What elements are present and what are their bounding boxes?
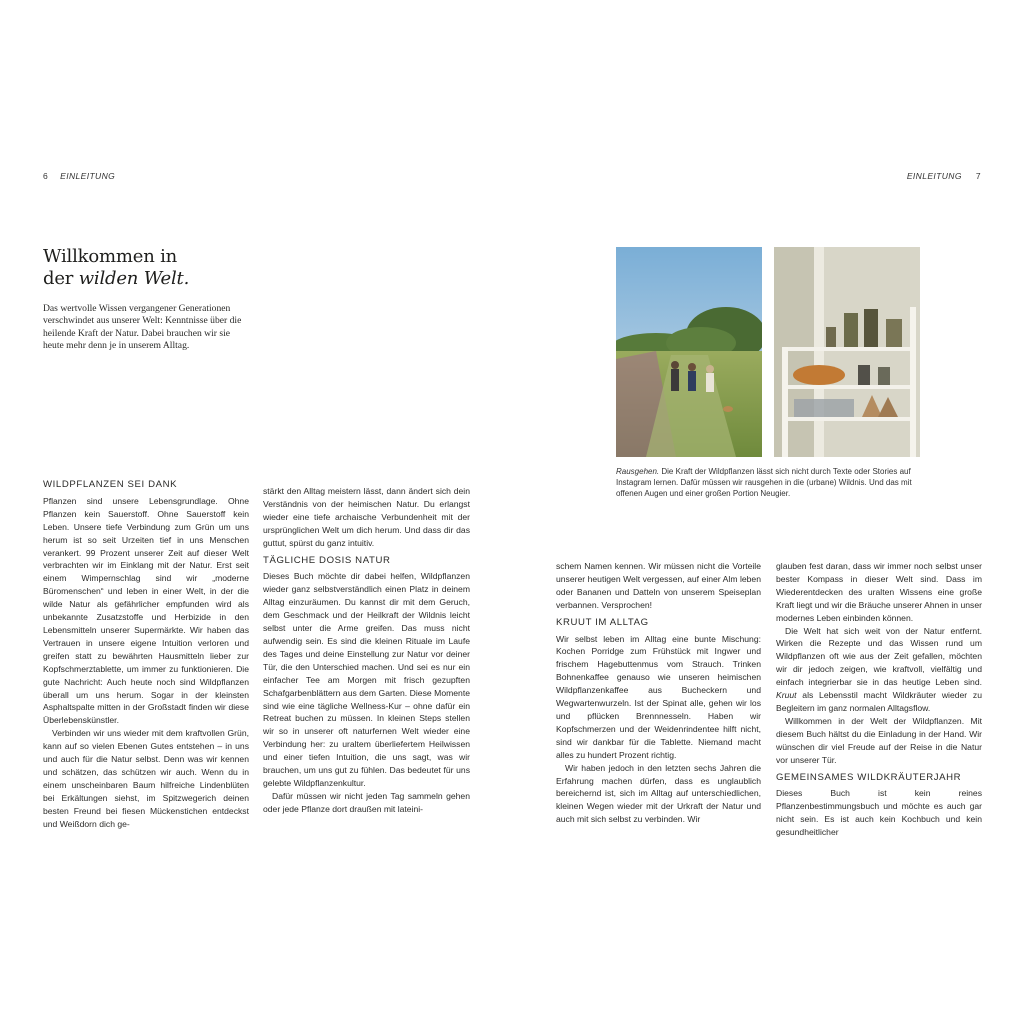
body-paragraph: Wir selbst leben im Alltag eine bunte Mischung: Kochen Porridge zum Frühstück mit Ingwer und frischem Hagebuttenmus vom Strauch. Trinken Bohnenkaffee genauso wie unseren heimischen Wildpflanzenkaffee aus Bucheckern und Wegwartenwurzeln. Ist der Spinat alle, gehen wir los und pflücken Brennnesseln. Haben wir Kopfschmerzen und der Weidenrindentee hilft nicht, sind wir dankbar für die Tablette. Niemand macht alles zu hundert Prozent richtig.	[556, 633, 761, 760]
intro-paragraph: Das wertvolle Wissen vergangener Generationen verschwindet aus unserer Welt: Kenntnisse über die heilende Kraft der Natur. Dabei brauchen wir sie heute mehr denn je in unserem Alltag.	[43, 303, 242, 352]
body-text: Die Welt hat sich weit von der Natur entfernt. Wirken die Rezepte und das Wissen rund um Wildpflanzen oft wie aus der Zeit gefallen, möchten wir dir jedoch zeigen, wie kraftvoll, vielfältig und einfach integrierbar sie in das heutige Leben sind.	[776, 625, 982, 688]
body-paragraph	[776, 625, 982, 715]
section-heading: TÄGLICHE DOSIS NATUR	[263, 554, 391, 566]
section-heading: WILDPFLANZEN SEI DANK	[43, 479, 178, 490]
section-heading: GEMEINSAMES WILDKRÄUTERJAHR	[776, 771, 962, 783]
caption-text: Die Kraft der Wildpflanzen lässt sich nicht durch Texte oder Stories auf Instagram lernen. Dafür müssen wir rausgehen in die (urbane) Wildnis. Und das mit offenen Augen und einer großen Portion Neugier.	[616, 467, 912, 499]
body-paragraph: Willkommen in der Welt der Wildpflanzen. Mit diesem Buch hältst du die Einladung in der Hand. Wir wünschen dir viel Freude auf der Reise in die Natur vor unserer Tür.	[776, 715, 982, 765]
chapter-title-line1: Willkommen in	[43, 246, 178, 267]
photo-pantry-shelf	[774, 247, 920, 457]
body-paragraph: glauben fest daran, dass wir immer noch selbst unser bester Kompass in dieser Welt sind. Dass im Wiederentdecken des uralten Wissens eine große Kraft liegt und wir die Bräuche unserer Ahnen in unser modernes Leben einbinden können.	[776, 561, 982, 623]
body-paragraph: Dieses Buch ist kein reines Pflanzenbestimmungsbuch und möchte es auch gar nicht sein. Es ist auch kein Kochbuch und kein gesundheitlicher	[776, 788, 982, 838]
page-number-left: 6	[43, 171, 49, 181]
caption-lead: Rausgehen.	[616, 467, 660, 476]
body-paragraph: schem Namen kennen. Wir müssen nicht die Vorteile unserer heutigen Welt vergessen, auf einer Alm leben oder Bananen und Datteln von unserem Speiseplan verbannen. Versprochen!	[556, 561, 761, 610]
section-heading: KRUUT IM ALLTAG	[556, 616, 649, 628]
chapter-title-emphasis: wilden Welt.	[78, 268, 190, 289]
body-paragraph: Wir haben jedoch in den letzten sechs Jahren die Erfahrung machen dürfen, dass es unglaublich bereichernd ist, sich im Alltag auf unterschiedlichen, kleinen Wegen wieder mit der Urkraft der Natur und auch mit sich selbst zu verbinden. Wir	[556, 762, 761, 825]
page-number-right: 7	[975, 171, 981, 181]
photo-caption	[616, 466, 926, 500]
body-paragraph: Verbinden wir uns wieder mit dem kraftvollen Grün, kann auf so vielen Ebenen Gutes entstehen – in uns und auch für die Natur selbst. Denn was wir kennen und schätzen, das schützen wir auch. Wenn du in einem unscheinbaren Baum hilfreiche Lindenblüten bei Erkältungen siehst, im Spitzwegerich deinen besten Freund bei fiesen Mückenstichen entdeckst und Weißdorn dich ge-	[43, 728, 249, 829]
text-column-3	[556, 560, 761, 826]
body-paragraph: Pflanzen sind unsere Lebensgrundlage. Ohne Pflanzen kein Sauerstoff. Ohne Sauerstoff kein Leben. Unsere tiefe Verbindung zum Grün um uns herum ist so seit Urzeiten tief in uns Menschen verankert. 99 Prozent unserer Zeit auf dieser Welt verbrachten wir im Einklang mit der Natur. Erst seit einem Wimpernschlag sind wir „moderne Büromenschen“ und leben in einer Welt, in der die wilde Natur als gefährlicher empfunden wird als unbekannte Zusatzstoffe und Herbizide in den Lebensmitteln unserer Supermärkte. Wir haben das Vertrauen in unsere eigene Intuition verloren und greifen statt zu bewährten Hausmitteln lieber zur Kopfschmerztablette, um immer zu funktionieren. Die gute Nachricht: Auch heute noch sind Wildpflanzen überall um uns herum. Sogar in der kleinsten Asphaltspalte mitten in der Großstadt finden wir diese Überlebenskünstler.	[43, 495, 249, 726]
section-label-left: EINLEITUNG	[60, 171, 116, 181]
body-paragraph: stärkt den Alltag meistern lässt, dann ändert sich dein Verständnis von der heimischen Natur. Du erlangst wieder eine tiefe archaische Verbundenheit mit der ursprünglichen Welt um dich herum. Und dass dir das guttut, spürst du ganz intuitiv.	[263, 486, 470, 548]
section-label-right: EINLEITUNG	[906, 171, 962, 181]
text-column-4	[776, 560, 982, 839]
running-header-left	[43, 171, 115, 181]
chapter-title	[43, 246, 189, 290]
text-column-2	[263, 485, 470, 816]
brand-name: Kruut	[776, 690, 797, 701]
body-paragraph: Dafür müssen wir nicht jeden Tag sammeln gehen oder jede Pflanze dort draußen mit lateini-	[263, 790, 470, 814]
meadow-walk-image	[616, 247, 762, 457]
body-paragraph: Dieses Buch möchte dir dabei helfen, Wildpflanzen wieder ganz selbstverständlich einen Platz in deinem Alltag einzuräumen. Du kannst dir mit dem Geruch, dem Geschmack und der Heilkraft der Wildnis leicht selbst unter die Arme greifen. Das muss nicht aufwendig sein. Es sind die kleinen Rituale im Laufe des Tages und deine Einstellung zur Natur vor deiner Tür, die den Unterschied machen. Und sei es nur ein einfacher Tee am Morgen mit frisch gezupften Schafgarbenblättern aus dem Garten. Diese Momente sind wie eine tägliche Wellness-Kur – ohne dafür ein Retreat buchen zu müssen. In kleinen Steps stellen wir so in unserer oft naturfernen Welt wieder eine Verbindung her: zu uraltem überliefertem Heilwissen und einer tiefen Intuition, die uns sagt, was wir brauchen, um uns gut zu fühlen. Das bedeutet für uns gelebte Wildpflanzenkultur.	[263, 571, 470, 788]
body-text: als Lebensstil macht Wildkräuter wieder zu Begleitern im ganz normalen Alltagsflow.	[776, 690, 982, 713]
chapter-title-line2-prefix: der	[43, 268, 79, 289]
running-header-right	[907, 171, 981, 181]
photo-meadow-walk	[616, 247, 762, 457]
pantry-shelf-image	[774, 247, 920, 457]
text-column-1	[43, 479, 249, 830]
